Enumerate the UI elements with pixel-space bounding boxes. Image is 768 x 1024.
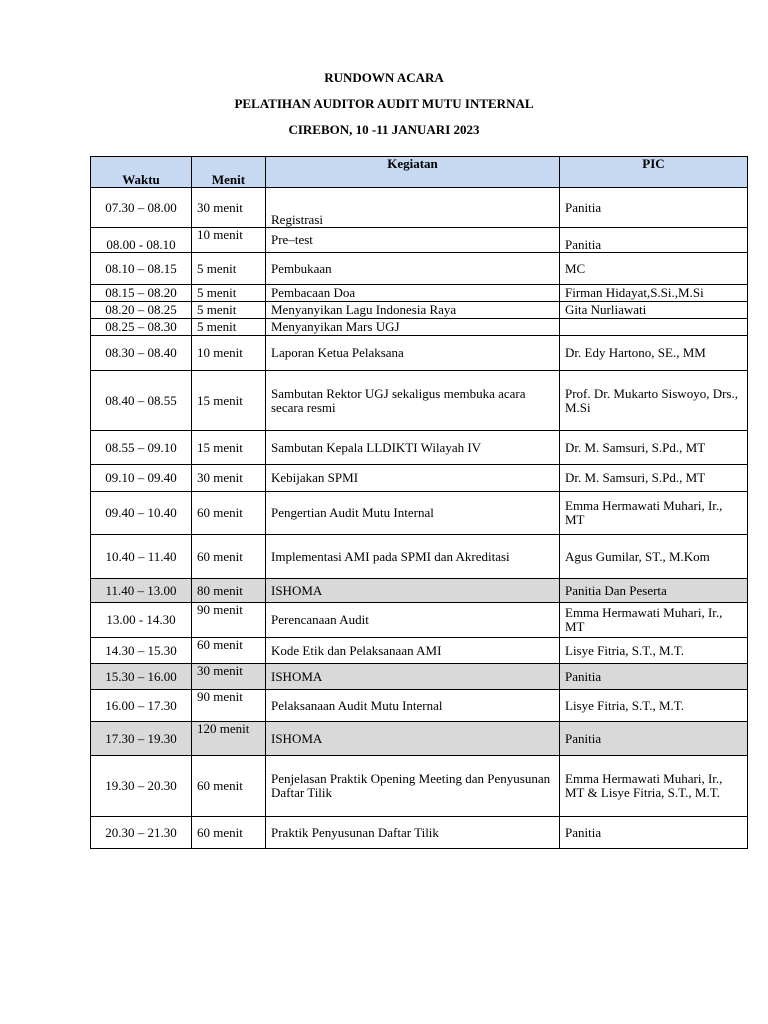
cell-pic: MC <box>560 253 748 285</box>
cell-pic: Gita Nurliawati <box>560 302 748 319</box>
cell-kegiatan: Perencanaan Audit <box>266 603 560 638</box>
cell-kegiatan: Kode Etik dan Pelaksanaan AMI <box>266 638 560 664</box>
cell-kegiatan: Pembacaan Doa <box>266 285 560 302</box>
cell-pic: Panitia <box>560 228 748 253</box>
cell-waktu: 08.10 – 08.15 <box>91 253 192 285</box>
cell-pic: Panitia <box>560 188 748 228</box>
cell-kegiatan: Kebijakan SPMI <box>266 465 560 492</box>
table-row <box>91 535 748 579</box>
cell-menit: 5 menit <box>192 285 266 302</box>
cell-waktu: 08.55 – 09.10 <box>91 431 192 465</box>
cell-kegiatan: ISHOMA <box>266 579 560 603</box>
cell-kegiatan: Menyanyikan Lagu Indonesia Raya <box>266 302 560 319</box>
cell-menit: 80 menit <box>192 579 266 603</box>
cell-kegiatan: Implementasi AMI pada SPMI dan Akreditasi <box>266 535 560 579</box>
cell-waktu: 09.10 – 09.40 <box>91 465 192 492</box>
table-row <box>91 638 748 664</box>
table-row <box>91 302 748 319</box>
cell-pic: Prof. Dr. Mukarto Siswoyo, Drs., M.Si <box>560 371 748 431</box>
table-row <box>91 579 748 603</box>
cell-waktu: 16.00 – 17.30 <box>91 690 192 722</box>
cell-waktu: 08.30 – 08.40 <box>91 336 192 371</box>
doc-subtitle: PELATIHAN AUDITOR AUDIT MUTU INTERNAL <box>234 96 534 111</box>
col-header-menit: Menit <box>192 157 266 188</box>
table-row <box>91 285 748 302</box>
table-row <box>91 465 748 492</box>
col-header-pic: PIC <box>560 157 748 188</box>
table-row <box>91 690 748 722</box>
table-row <box>91 431 748 465</box>
table-row <box>91 722 748 756</box>
cell-kegiatan: Menyanyikan Mars UGJ <box>266 319 560 336</box>
cell-menit: 10 menit <box>192 336 266 371</box>
cell-kegiatan: Pengertian Audit Mutu Internal <box>266 492 560 535</box>
cell-pic: Emma Hermawati Muhari, Ir., MT <box>560 603 748 638</box>
cell-kegiatan: Praktik Penyusunan Daftar Tilik <box>266 817 560 849</box>
cell-kegiatan: Registrasi <box>266 188 560 228</box>
table-row <box>91 756 748 817</box>
table-row <box>91 664 748 690</box>
table-row <box>91 253 748 285</box>
cell-pic: Agus Gumilar, ST., M.Kom <box>560 535 748 579</box>
doc-title: RUNDOWN ACARA <box>324 70 444 85</box>
cell-waktu: 10.40 – 11.40 <box>91 535 192 579</box>
table-row <box>91 817 748 849</box>
cell-waktu: 08.25 – 08.30 <box>91 319 192 336</box>
table-header-row <box>91 157 748 188</box>
cell-kegiatan: Laporan Ketua Pelaksana <box>266 336 560 371</box>
cell-menit: 30 menit <box>192 664 266 690</box>
cell-kegiatan: Pelaksanaan Audit Mutu Internal <box>266 690 560 722</box>
cell-waktu: 08.00 - 08.10 <box>91 228 192 253</box>
cell-waktu: 13.00 - 14.30 <box>91 603 192 638</box>
rundown-table <box>90 156 748 849</box>
cell-menit: 5 menit <box>192 302 266 319</box>
cell-menit: 15 menit <box>192 371 266 431</box>
cell-waktu: 20.30 – 21.30 <box>91 817 192 849</box>
cell-waktu: 17.30 – 19.30 <box>91 722 192 756</box>
table-row <box>91 603 748 638</box>
cell-menit: 120 menit <box>192 722 266 756</box>
cell-kegiatan: Penjelasan Praktik Opening Meeting dan Penyusunan Daftar Tilik <box>266 756 560 817</box>
cell-kegiatan: ISHOMA <box>266 722 560 756</box>
cell-menit: 60 menit <box>192 638 266 664</box>
cell-kegiatan: Sambutan Kepala LLDIKTI Wilayah IV <box>266 431 560 465</box>
cell-pic: Dr. Edy Hartono, SE., MM <box>560 336 748 371</box>
cell-kegiatan: Sambutan Rektor UGJ sekaligus membuka acara secara resmi <box>266 371 560 431</box>
cell-menit: 5 menit <box>192 253 266 285</box>
col-header-kegiatan: Kegiatan <box>266 157 560 188</box>
cell-menit: 60 menit <box>192 756 266 817</box>
table-body <box>91 188 748 849</box>
cell-waktu: 14.30 – 15.30 <box>91 638 192 664</box>
cell-menit: 60 menit <box>192 817 266 849</box>
cell-pic: Panitia <box>560 664 748 690</box>
cell-menit: 10 menit <box>192 228 266 253</box>
cell-pic: Panitia <box>560 722 748 756</box>
cell-pic: Dr. M. Samsuri, S.Pd., MT <box>560 431 748 465</box>
cell-kegiatan: Pre–test <box>266 228 560 253</box>
cell-waktu: 09.40 – 10.40 <box>91 492 192 535</box>
cell-menit: 90 menit <box>192 690 266 722</box>
cell-pic: Panitia Dan Peserta <box>560 579 748 603</box>
table-row <box>91 371 748 431</box>
table-row <box>91 492 748 535</box>
cell-kegiatan: ISHOMA <box>266 664 560 690</box>
table-row <box>91 336 748 371</box>
cell-pic: Emma Hermawati Muhari, Ir., MT & Lisye Fitria, S.T., M.T. <box>560 756 748 817</box>
col-header-waktu: Waktu <box>91 157 192 188</box>
table-row <box>91 319 748 336</box>
cell-pic: Panitia <box>560 817 748 849</box>
cell-waktu: 11.40 – 13.00 <box>91 579 192 603</box>
cell-waktu: 08.15 – 08.20 <box>91 285 192 302</box>
cell-pic: Dr. M. Samsuri, S.Pd., MT <box>560 465 748 492</box>
cell-pic: Emma Hermawati Muhari, Ir., MT <box>560 492 748 535</box>
cell-menit: 60 menit <box>192 535 266 579</box>
cell-menit: 30 menit <box>192 465 266 492</box>
cell-waktu: 08.40 – 08.55 <box>91 371 192 431</box>
cell-menit: 15 menit <box>192 431 266 465</box>
doc-location-date: CIREBON, 10 -11 JANUARI 2023 <box>288 122 480 137</box>
cell-menit: 30 menit <box>192 188 266 228</box>
cell-pic: Firman Hidayat,S.Si.,M.Si <box>560 285 748 302</box>
cell-waktu: 15.30 – 16.00 <box>91 664 192 690</box>
cell-pic <box>560 319 748 336</box>
cell-pic: Lisye Fitria, S.T., M.T. <box>560 638 748 664</box>
cell-waktu: 07.30 – 08.00 <box>91 188 192 228</box>
cell-menit: 5 menit <box>192 319 266 336</box>
cell-pic: Lisye Fitria, S.T., M.T. <box>560 690 748 722</box>
table-row <box>91 228 748 253</box>
cell-waktu: 19.30 – 20.30 <box>91 756 192 817</box>
cell-menit: 60 menit <box>192 492 266 535</box>
cell-waktu: 08.20 – 08.25 <box>91 302 192 319</box>
cell-menit: 90 menit <box>192 603 266 638</box>
cell-kegiatan: Pembukaan <box>266 253 560 285</box>
table-row <box>91 188 748 228</box>
